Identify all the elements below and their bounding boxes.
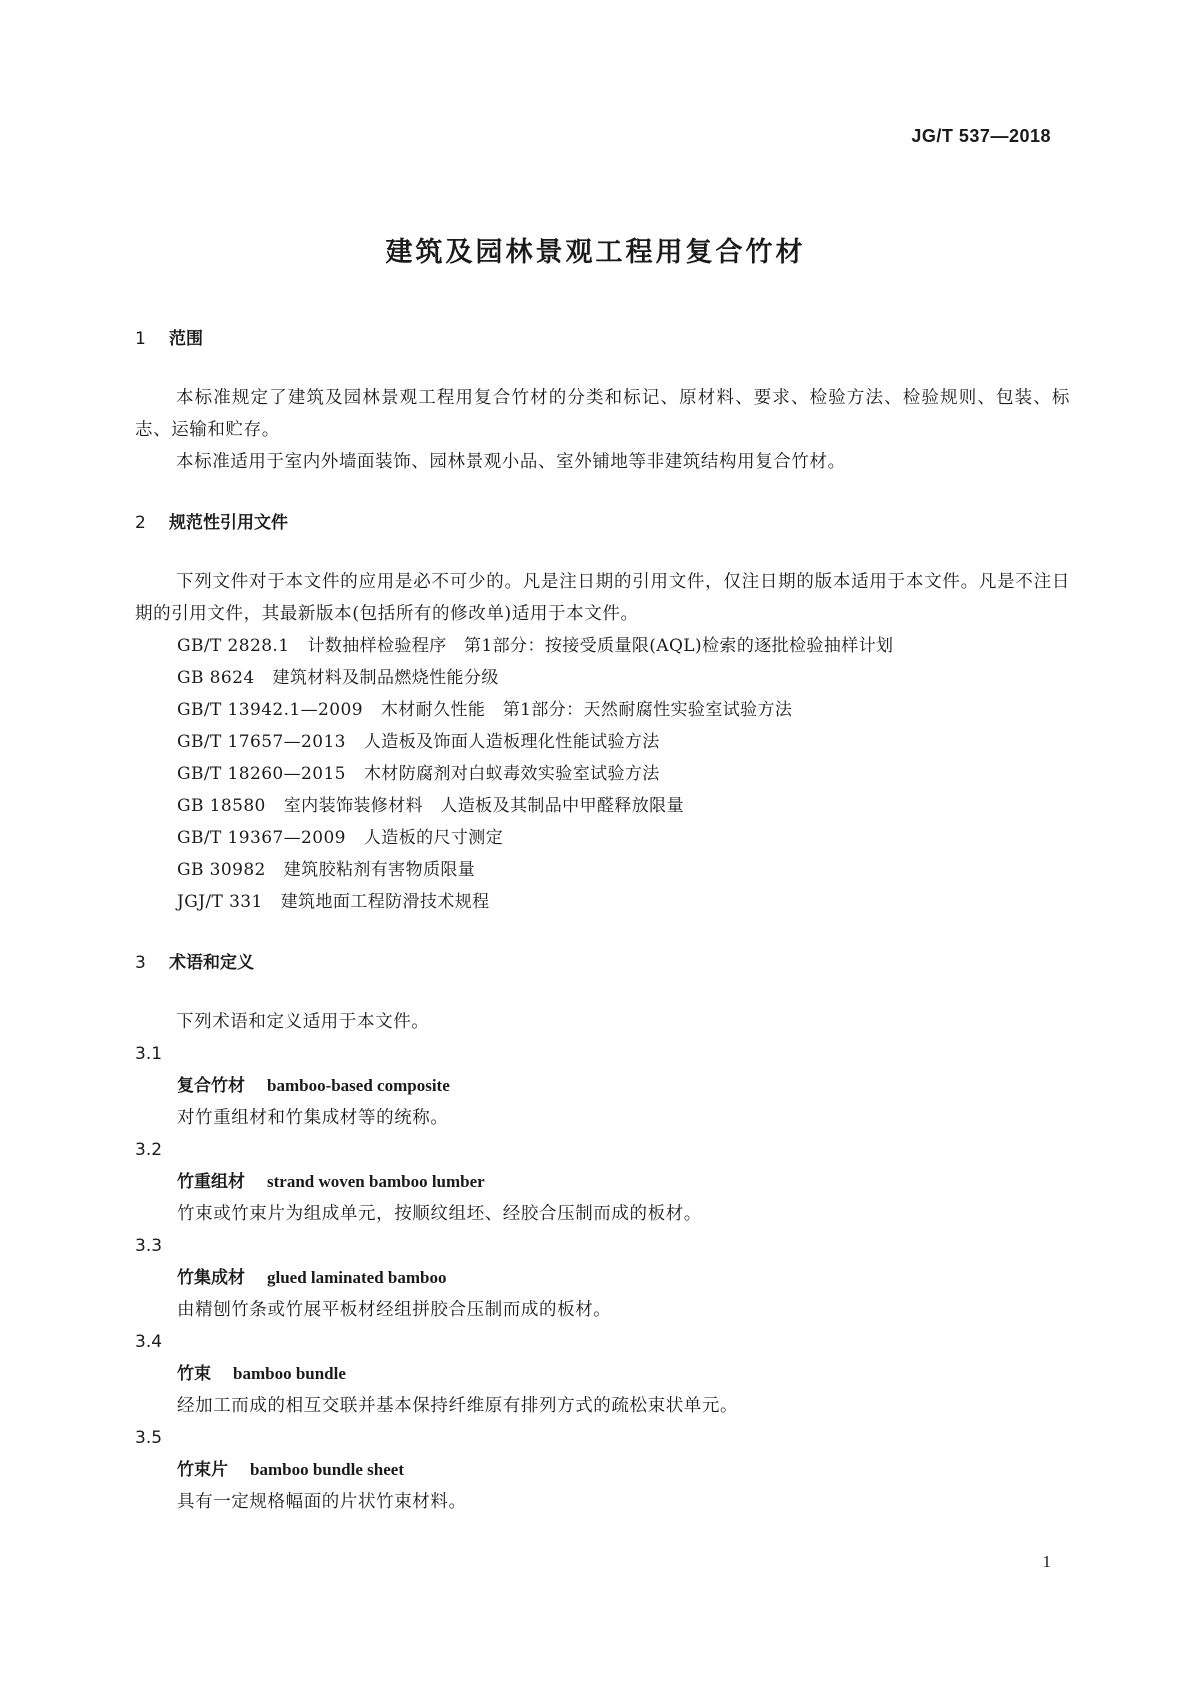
reference-title: 木材耐久性能 第1部分：天然耐腐性实验室试验方法	[380, 700, 793, 720]
reference-code: GB/T 19367—2009	[177, 828, 346, 848]
term-english: bamboo-based composite	[267, 1076, 450, 1095]
term-chinese: 竹集成材	[177, 1268, 245, 1288]
reference-code: GB/T 2828.1	[177, 636, 290, 656]
reference-title: 建筑地面工程防滑技术规程	[280, 892, 490, 912]
reference-item	[135, 662, 1070, 694]
reference-item	[135, 790, 1070, 822]
paragraph: 本标准规定了建筑及园林景观工程用复合竹材的分类和标记、原材料、要求、检验方法、检验规则、包装、标志、运输和贮存。	[135, 388, 1070, 440]
term-english: bamboo bundle sheet	[250, 1460, 404, 1479]
document-body	[135, 326, 1070, 1518]
reference-code: GB 8624	[177, 668, 255, 688]
term-heading	[135, 1262, 1070, 1294]
term-heading	[135, 1166, 1070, 1198]
term-definition: 由精刨竹条或竹展平板材经组拼胶合压制而成的板材。	[177, 1300, 612, 1320]
term-definition: 具有一定规格幅面的片状竹束材料。	[177, 1492, 467, 1512]
page-number: 1	[1042, 1552, 1051, 1571]
term-english: bamboo bundle	[233, 1364, 346, 1383]
term-number: 3.2	[135, 1140, 163, 1160]
reference-list	[135, 630, 1070, 918]
reference-title: 室内装饰装修材料 人造板及其制品中甲醛释放限量	[283, 796, 684, 816]
reference-item	[135, 822, 1070, 854]
term-heading	[135, 1070, 1070, 1102]
reference-title: 建筑胶粘剂有害物质限量	[283, 860, 476, 880]
reference-title: 人造板的尺寸测定	[363, 828, 504, 848]
document-title: 建筑及园林景观工程用复合竹材	[385, 237, 806, 268]
term-english: glued laminated bamboo	[267, 1268, 447, 1287]
paragraph: 本标准适用于室内外墙面装饰、园林景观小品、室外铺地等非建筑结构用复合竹材。	[176, 452, 846, 472]
term-heading	[135, 1454, 1070, 1486]
term-heading	[135, 1358, 1070, 1390]
term-definition: 竹束或竹束片为组成单元，按顺纹组坯、经胶合压制而成的板材。	[177, 1204, 702, 1224]
paragraph: 下列术语和定义适用于本文件。	[176, 1012, 430, 1032]
term-definition: 对竹重组材和竹集成材等的统称。	[177, 1108, 449, 1128]
reference-code: JGJ/T 331	[177, 892, 263, 912]
section-heading-references	[135, 510, 1070, 536]
section-title: 术语和定义	[169, 953, 254, 973]
reference-title: 木材防腐剂对白蚁毒效实验室试验方法	[363, 764, 660, 784]
term-definition: 经加工而成的相互交联并基本保持纤维原有排列方式的疏松束状单元。	[177, 1396, 739, 1416]
term-number: 3.1	[135, 1044, 163, 1064]
reference-item	[135, 726, 1070, 758]
paragraph: 下列文件对于本文件的应用是必不可少的。凡是注日期的引用文件，仅注日期的版本适用于本文件。凡是不注日期的引用文件，其最新版本(包括所有的修改单)适用于本文件。	[135, 572, 1070, 624]
section-title: 规范性引用文件	[169, 513, 288, 533]
term-chinese: 竹重组材	[177, 1172, 245, 1192]
section-number: 3	[135, 953, 146, 973]
reference-item	[135, 694, 1070, 726]
reference-code: GB/T 17657—2013	[177, 732, 346, 752]
reference-code: GB 18580	[177, 796, 266, 816]
term-english: strand woven bamboo lumber	[267, 1172, 485, 1191]
reference-title: 人造板及饰面人造板理化性能试验方法	[363, 732, 660, 752]
section-heading-terms	[135, 950, 1070, 976]
term-chinese: 竹束片	[177, 1460, 228, 1480]
reference-code: GB 30982	[177, 860, 266, 880]
section-number: 2	[135, 513, 146, 533]
term-number: 3.3	[135, 1236, 163, 1256]
term-chinese: 竹束	[177, 1364, 211, 1384]
reference-item	[135, 758, 1070, 790]
term-number: 3.5	[135, 1428, 163, 1448]
reference-code: GB/T 18260—2015	[177, 764, 346, 784]
section-title: 范围	[169, 329, 203, 349]
reference-item	[135, 630, 1070, 662]
reference-title: 建筑材料及制品燃烧性能分级	[272, 668, 499, 688]
reference-code: GB/T 13942.1—2009	[177, 700, 363, 720]
standard-code: JG/T 537—2018	[911, 126, 1051, 146]
term-number: 3.4	[135, 1332, 163, 1352]
term-chinese: 复合竹材	[177, 1076, 245, 1096]
section-number: 1	[135, 329, 146, 349]
reference-item	[135, 854, 1070, 886]
reference-title: 计数抽样检验程序 第1部分：按接受质量限(AQL)检索的逐批检验抽样计划	[307, 636, 894, 656]
section-heading-scope	[135, 326, 1070, 352]
reference-item	[135, 886, 1070, 918]
